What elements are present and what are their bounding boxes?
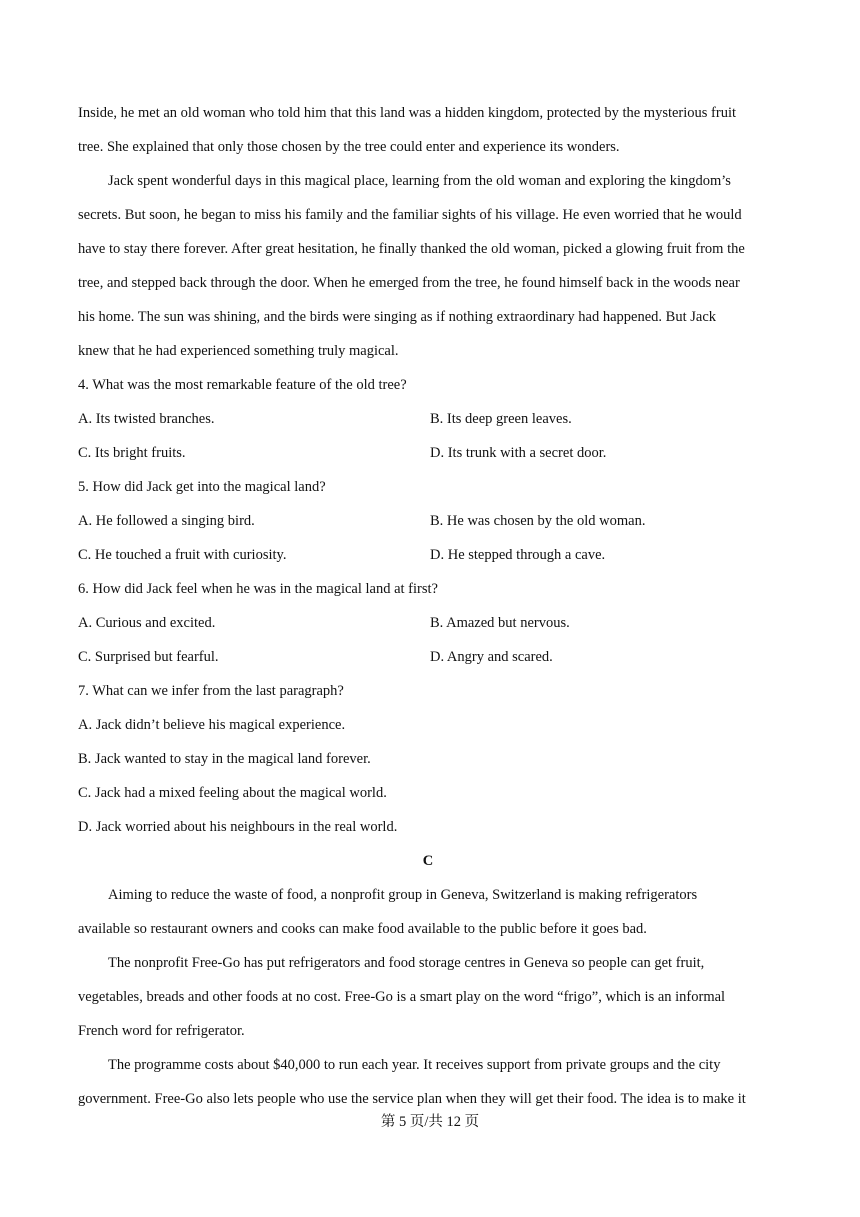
option-d: D. He stepped through a cave.	[430, 547, 606, 563]
paragraph-line: vegetables, breads and other foods at no cost. Free-Go is a smart play on the word “frigo”, which is an informal	[78, 989, 726, 1005]
paragraph-line: Aiming to reduce the waste of food, a nonprofit group in Geneva, Switzerland is making refrigerators	[108, 887, 698, 903]
option-c: C. Its bright fruits.	[78, 445, 186, 461]
question-stem: 4. What was the most remarkable feature of the old tree?	[78, 377, 407, 393]
option-c: C. He touched a fruit with curiosity.	[78, 547, 287, 563]
option-a: A. Curious and excited.	[78, 615, 216, 631]
paragraph-line: The programme costs about $40,000 to run each year. It receives support from private groups and the city	[108, 1057, 721, 1073]
paragraph-line: available so restaurant owners and cooks can make food available to the public before it goes bad.	[78, 921, 647, 937]
paragraph-line: tree. She explained that only those chosen by the tree could enter and experience its wonders.	[78, 139, 620, 155]
paragraph-line: Jack spent wonderful days in this magical place, learning from the old woman and exploring the kingdom’s	[108, 173, 731, 189]
paragraph-line: French word for refrigerator.	[78, 1023, 245, 1039]
option-a: A. Jack didn’t believe his magical experience.	[78, 717, 346, 733]
paragraph-line: government. Free-Go also lets people who use the service plan when they will get their food. The idea is to make it	[78, 1091, 746, 1107]
option-a: A. Its twisted branches.	[78, 411, 215, 427]
passage-b-ending	[78, 96, 778, 368]
question-stem: 7. What can we infer from the last paragraph?	[78, 683, 344, 699]
paragraph-line: tree, and stepped back through the door. When he emerged from the tree, he found himself back in the woods near	[78, 275, 740, 291]
paragraph-line: The nonprofit Free-Go has put refrigerators and food storage centres in Geneva so people can get fruit,	[108, 955, 705, 971]
section-c-heading: C	[422, 853, 434, 869]
option-d: D. Jack worried about his neighbours in the real world.	[78, 819, 398, 835]
option-d: D. Its trunk with a secret door.	[430, 445, 607, 461]
option-d: D. Angry and scared.	[430, 649, 553, 665]
question-7	[78, 674, 778, 844]
paragraph-line: secrets. But soon, he began to miss his family and the familiar sights of his village. He even worried that he would	[78, 207, 742, 223]
question-6	[78, 572, 778, 674]
question-stem: 5. How did Jack get into the magical land?	[78, 479, 326, 495]
question-4	[78, 368, 778, 470]
document-page	[78, 96, 778, 1116]
option-c: C. Jack had a mixed feeling about the magical world.	[78, 785, 387, 801]
passage-c	[78, 878, 778, 1116]
paragraph-line: Inside, he met an old woman who told him that this land was a hidden kingdom, protected by the mysterious fruit	[78, 105, 737, 121]
option-b: B. He was chosen by the old woman.	[430, 513, 646, 529]
paragraph-line: have to stay there forever. After great hesitation, he finally thanked the old woman, picked a glowing fruit from the	[78, 241, 745, 257]
option-b: B. Amazed but nervous.	[430, 615, 570, 631]
option-b: B. Jack wanted to stay in the magical land forever.	[78, 751, 371, 767]
question-5	[78, 470, 778, 572]
option-a: A. He followed a singing bird.	[78, 513, 255, 529]
paragraph-line: knew that he had experienced something truly magical.	[78, 343, 399, 359]
option-c: C. Surprised but fearful.	[78, 649, 219, 665]
page-number: 第 5 页/共 12 页	[380, 1114, 480, 1130]
question-stem: 6. How did Jack feel when he was in the magical land at first?	[78, 581, 438, 597]
option-b: B. Its deep green leaves.	[430, 411, 572, 427]
paragraph-line: his home. The sun was shining, and the birds were singing as if nothing extraordinary had happened. But Jack	[78, 309, 717, 325]
